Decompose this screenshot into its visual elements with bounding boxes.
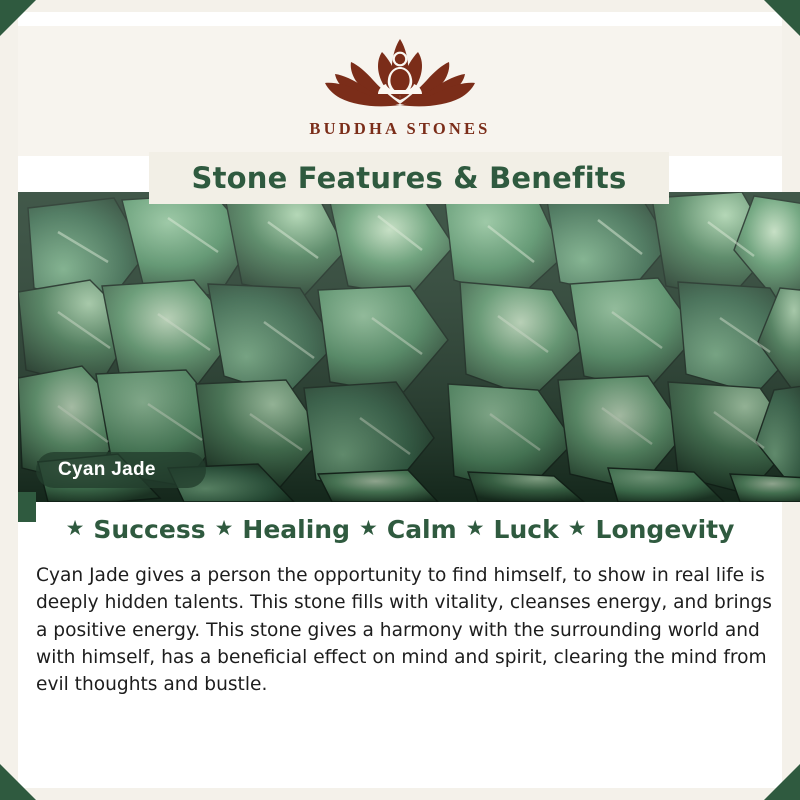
section-title-bar xyxy=(149,152,669,204)
benefit-keyword-longevity: Longevity xyxy=(595,515,735,544)
hero-image xyxy=(18,192,800,502)
brand-header xyxy=(18,26,782,156)
stone-description: Cyan Jade gives a person the opportunity to find himself, to show in real life is deeply hidden talents. This stone fills with vitality, cleanses energy, and brings a positive energy. This stone gives a harmony with the surrounding world and with himself, has a beneficial effect on mind and spirit, clearing the mind from evil thoughts and bustle. xyxy=(36,565,772,696)
benefits-list xyxy=(18,515,782,544)
corner-decoration-bottom-right xyxy=(764,764,800,800)
star-icon: ★ xyxy=(359,517,378,540)
corner-decoration-top-right xyxy=(764,0,800,36)
benefit-keyword-luck: Luck xyxy=(493,515,559,544)
benefit-keyword-calm: Calm xyxy=(386,515,457,544)
star-icon: ★ xyxy=(214,517,234,540)
benefit-keyword-success: Success xyxy=(93,515,206,544)
corner-decoration-top-left xyxy=(0,0,36,36)
page-title: Stone Features & Benefits xyxy=(191,161,627,195)
stone-name-label: Cyan Jade xyxy=(58,459,156,480)
corner-decoration-bottom-left xyxy=(0,764,36,800)
star-icon: ★ xyxy=(465,517,485,540)
brand-name: BUDDHA STONES xyxy=(309,119,491,138)
star-icon: ★ xyxy=(567,517,587,540)
stone-name-badge xyxy=(36,452,206,488)
benefit-keyword-healing: Healing xyxy=(242,515,351,544)
star-icon: ★ xyxy=(65,517,85,540)
lotus-meditation-figure-icon xyxy=(316,26,484,118)
